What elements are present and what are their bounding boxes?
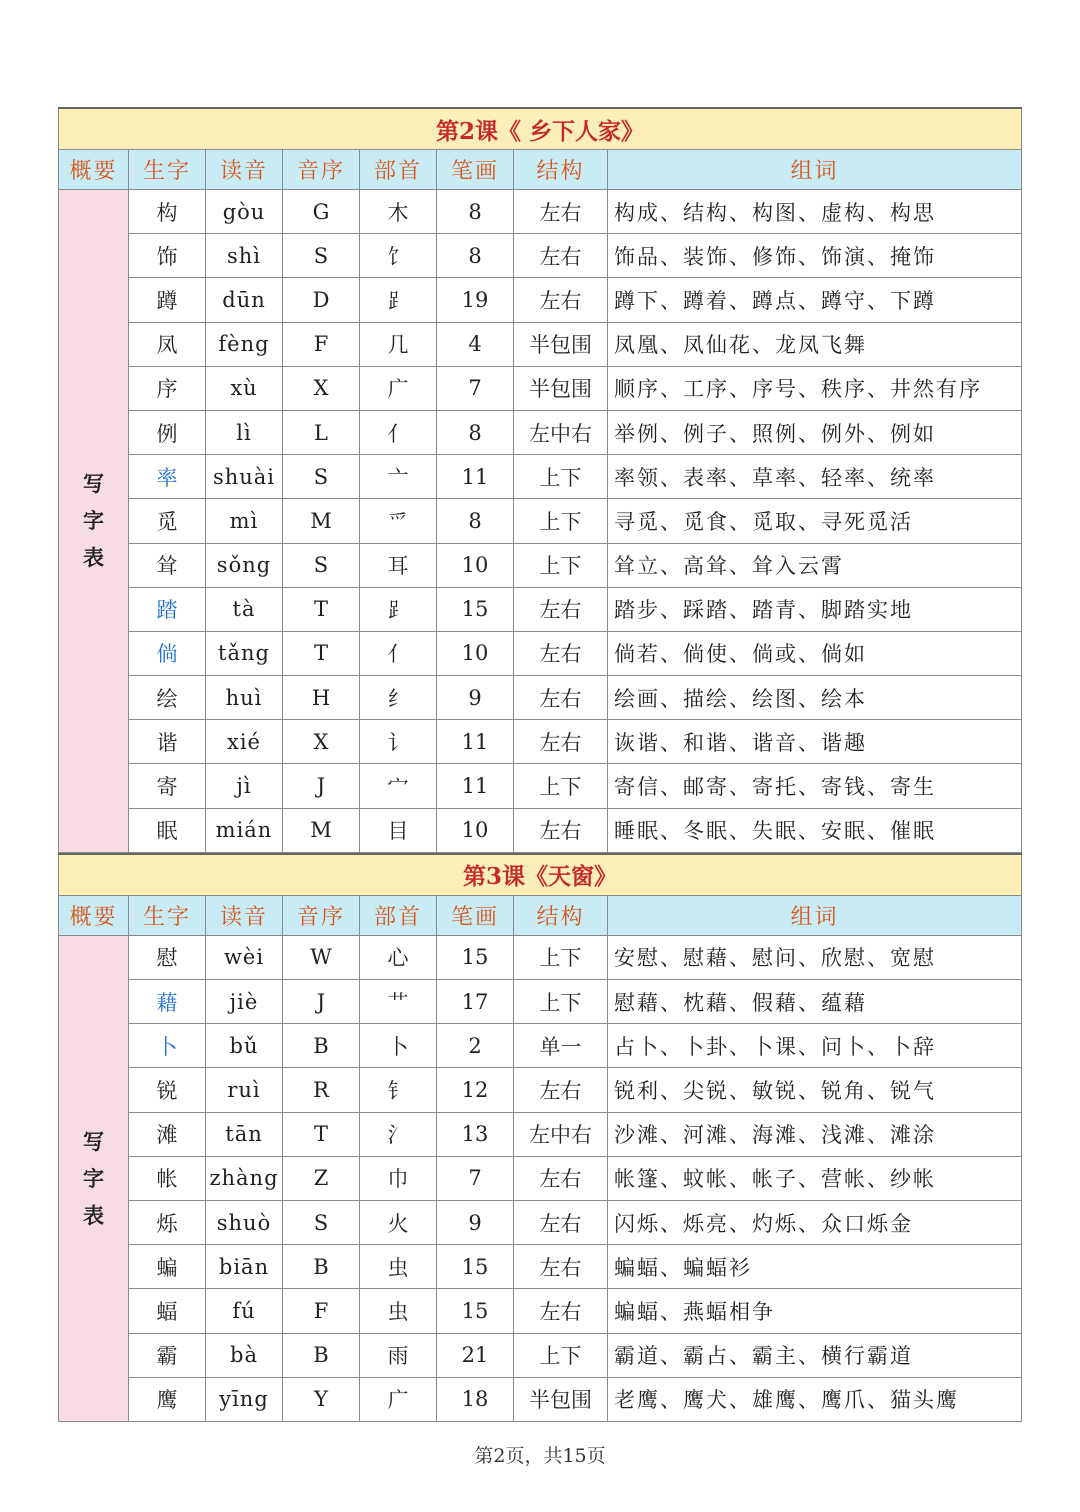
summary-label: 写 字 表 (83, 471, 104, 571)
pinyin-cell: shuò (206, 1200, 283, 1244)
structure-cell: 左右 (514, 808, 608, 852)
order-cell: X (283, 720, 360, 764)
order-cell: S (283, 543, 360, 587)
structure-cell: 半包围 (514, 366, 608, 410)
strokes-cell: 11 (437, 764, 514, 808)
table-row (59, 1200, 1022, 1244)
strokes-cell: 11 (437, 720, 514, 764)
order-cell: J (283, 764, 360, 808)
words-cell: 锐利、尖锐、敏锐、锐角、锐气 (608, 1068, 1022, 1112)
pinyin-cell: wèi (206, 935, 283, 979)
table-row (59, 322, 1022, 366)
lesson-title-row (59, 108, 1022, 150)
structure-cell: 单一 (514, 1024, 608, 1068)
radical-cell: 亻 (360, 631, 437, 675)
words-cell: 耸立、高耸、耸入云霄 (608, 543, 1022, 587)
character-cell: 蹲 (129, 278, 206, 322)
radical-cell: 心 (360, 935, 437, 979)
character-cell: 觅 (129, 499, 206, 543)
structure-cell: 上下 (514, 543, 608, 587)
character-cell: 构 (129, 190, 206, 234)
strokes-cell: 12 (437, 1068, 514, 1112)
structure-cell: 左右 (514, 190, 608, 234)
words-cell: 绘画、描绘、绘图、绘本 (608, 676, 1022, 720)
character-cell: 藉 (129, 980, 206, 1024)
column-header: 部首 (360, 150, 437, 190)
pinyin-cell: biān (206, 1245, 283, 1289)
table-row (59, 410, 1022, 454)
pinyin-cell: tǎng (206, 631, 283, 675)
table-row (59, 499, 1022, 543)
structure-cell: 上下 (514, 764, 608, 808)
strokes-cell: 15 (437, 1289, 514, 1333)
words-cell: 举例、例子、照例、例外、例如 (608, 410, 1022, 454)
structure-cell: 左右 (514, 1068, 608, 1112)
column-header: 生字 (129, 150, 206, 190)
strokes-cell: 13 (437, 1112, 514, 1156)
order-cell: X (283, 366, 360, 410)
character-cell: 饰 (129, 234, 206, 278)
table-row (59, 278, 1022, 322)
radical-cell: 雨 (360, 1333, 437, 1377)
words-cell: 凤凰、凤仙花、龙凤飞舞 (608, 322, 1022, 366)
radical-cell: 虫 (360, 1289, 437, 1333)
order-cell: M (283, 808, 360, 852)
words-cell: 霸道、霸占、霸主、横行霸道 (608, 1333, 1022, 1377)
words-cell: 睡眠、冬眠、失眠、安眠、催眠 (608, 808, 1022, 852)
structure-cell: 左中右 (514, 1112, 608, 1156)
radical-cell: 讠 (360, 720, 437, 764)
words-cell: 踏步、踩踏、踏青、脚踏实地 (608, 587, 1022, 631)
character-cell: 序 (129, 366, 206, 410)
pinyin-cell: jì (206, 764, 283, 808)
order-cell: T (283, 587, 360, 631)
words-cell: 闪烁、烁亮、灼烁、众口烁金 (608, 1200, 1022, 1244)
structure-cell: 左右 (514, 631, 608, 675)
table-row (59, 720, 1022, 764)
table-row (59, 631, 1022, 675)
strokes-cell: 21 (437, 1333, 514, 1377)
page-footer: 第2页，共15页 (474, 1445, 606, 1467)
character-cell: 烁 (129, 1200, 206, 1244)
summary-cell (59, 190, 129, 853)
pinyin-cell: mì (206, 499, 283, 543)
structure-cell: 左右 (514, 1156, 608, 1200)
strokes-cell: 15 (437, 935, 514, 979)
table-row (59, 543, 1022, 587)
column-header: 结构 (514, 150, 608, 190)
pinyin-cell: zhàng (206, 1156, 283, 1200)
column-header: 部首 (360, 895, 437, 935)
character-cell: 慰 (129, 935, 206, 979)
column-header: 读音 (206, 150, 283, 190)
table-row (59, 808, 1022, 852)
character-cell: 谐 (129, 720, 206, 764)
radical-cell: 氵 (360, 1112, 437, 1156)
order-cell: W (283, 935, 360, 979)
words-cell: 寻觅、觅食、觅取、寻死觅活 (608, 499, 1022, 543)
character-cell: 霸 (129, 1333, 206, 1377)
strokes-cell: 7 (437, 366, 514, 410)
structure-cell: 左右 (514, 587, 608, 631)
order-cell: F (283, 1289, 360, 1333)
pinyin-cell: huì (206, 676, 283, 720)
radical-cell: 钅 (360, 1068, 437, 1112)
order-cell: S (283, 234, 360, 278)
radical-cell: 纟 (360, 676, 437, 720)
table-row (59, 366, 1022, 410)
order-cell: L (283, 410, 360, 454)
structure-cell: 左右 (514, 1245, 608, 1289)
pinyin-cell: ruì (206, 1068, 283, 1112)
character-cell: 眠 (129, 808, 206, 852)
strokes-cell: 8 (437, 190, 514, 234)
radical-cell: 巾 (360, 1156, 437, 1200)
character-cell: 鹰 (129, 1377, 206, 1421)
column-header: 音序 (283, 895, 360, 935)
radical-cell: 虫 (360, 1245, 437, 1289)
character-cell: 蝙 (129, 1245, 206, 1289)
words-cell: 慰藉、枕藉、假藉、蕴藉 (608, 980, 1022, 1024)
radical-cell: 亠 (360, 455, 437, 499)
order-cell: B (283, 1245, 360, 1289)
character-cell: 寄 (129, 764, 206, 808)
structure-cell: 上下 (514, 499, 608, 543)
words-cell: 饰品、装饰、修饰、饰演、掩饰 (608, 234, 1022, 278)
strokes-cell: 8 (437, 499, 514, 543)
structure-cell: 左中右 (514, 410, 608, 454)
words-cell: 占卜、卜卦、卜课、问卜、卜辞 (608, 1024, 1022, 1068)
character-cell: 帐 (129, 1156, 206, 1200)
words-cell: 安慰、慰藉、慰问、欣慰、宽慰 (608, 935, 1022, 979)
strokes-cell: 2 (437, 1024, 514, 1068)
structure-cell: 上下 (514, 935, 608, 979)
order-cell: M (283, 499, 360, 543)
words-cell: 寄信、邮寄、寄托、寄钱、寄生 (608, 764, 1022, 808)
radical-cell: 耳 (360, 543, 437, 587)
structure-cell: 左右 (514, 676, 608, 720)
summary-label: 写 字 表 (83, 1128, 104, 1228)
words-cell: 老鹰、鹰犬、雄鹰、鹰爪、猫头鹰 (608, 1377, 1022, 1421)
structure-cell: 左右 (514, 234, 608, 278)
table-row (59, 1024, 1022, 1068)
strokes-cell: 7 (437, 1156, 514, 1200)
structure-cell: 左右 (514, 1200, 608, 1244)
radical-cell: 爫 (360, 499, 437, 543)
vocabulary-sheet (58, 107, 1021, 1422)
words-cell: 蹲下、蹲着、蹲点、蹲守、下蹲 (608, 278, 1022, 322)
radical-cell: 广 (360, 1377, 437, 1421)
order-cell: D (283, 278, 360, 322)
words-cell: 帐篷、蚊帐、帐子、营帐、纱帐 (608, 1156, 1022, 1200)
character-cell: 耸 (129, 543, 206, 587)
character-cell: 例 (129, 410, 206, 454)
strokes-cell: 11 (437, 455, 514, 499)
radical-cell: 艹 (360, 980, 437, 1024)
words-cell: 蝙蝠、蝙蝠衫 (608, 1245, 1022, 1289)
column-header-row (59, 150, 1022, 190)
structure-cell: 上下 (514, 455, 608, 499)
words-cell: 蝙蝠、燕蝠相争 (608, 1289, 1022, 1333)
table-row (59, 1112, 1022, 1156)
character-cell: 滩 (129, 1112, 206, 1156)
table-row (59, 1377, 1022, 1421)
strokes-cell: 10 (437, 543, 514, 587)
character-cell: 率 (129, 455, 206, 499)
pinyin-cell: jiè (206, 980, 283, 1024)
strokes-cell: 19 (437, 278, 514, 322)
table-row (59, 1068, 1022, 1112)
order-cell: R (283, 1068, 360, 1112)
pinyin-cell: tà (206, 587, 283, 631)
pinyin-cell: mián (206, 808, 283, 852)
order-cell: Z (283, 1156, 360, 1200)
character-cell: 倘 (129, 631, 206, 675)
summary-cell (59, 935, 129, 1421)
pinyin-cell: lì (206, 410, 283, 454)
radical-cell: 宀 (360, 764, 437, 808)
table-row (59, 980, 1022, 1024)
order-cell: J (283, 980, 360, 1024)
pinyin-cell: shì (206, 234, 283, 278)
column-header-row (59, 895, 1022, 935)
strokes-cell: 8 (437, 234, 514, 278)
column-header: 笔画 (437, 150, 514, 190)
column-header: 结构 (514, 895, 608, 935)
order-cell: S (283, 1200, 360, 1244)
structure-cell: 半包围 (514, 1377, 608, 1421)
table-row (59, 1245, 1022, 1289)
column-header: 概要 (59, 150, 129, 190)
radical-cell: 目 (360, 808, 437, 852)
words-cell: 诙谐、和谐、谐音、谐趣 (608, 720, 1022, 764)
radical-cell: ⻊ (360, 278, 437, 322)
table-row (59, 935, 1022, 979)
words-cell: 倘若、倘使、倘或、倘如 (608, 631, 1022, 675)
pinyin-cell: fú (206, 1289, 283, 1333)
strokes-cell: 4 (437, 322, 514, 366)
lesson-table-1 (58, 107, 1022, 853)
pinyin-cell: xié (206, 720, 283, 764)
strokes-cell: 15 (437, 587, 514, 631)
table-row (59, 1289, 1022, 1333)
pinyin-cell: sǒng (206, 543, 283, 587)
column-header: 组词 (608, 895, 1022, 935)
radical-cell: 火 (360, 1200, 437, 1244)
table-row (59, 764, 1022, 808)
radical-cell: 几 (360, 322, 437, 366)
strokes-cell: 18 (437, 1377, 514, 1421)
table-row (59, 234, 1022, 278)
order-cell: F (283, 322, 360, 366)
strokes-cell: 9 (437, 1200, 514, 1244)
structure-cell: 左右 (514, 720, 608, 764)
radical-cell: 卜 (360, 1024, 437, 1068)
table-row (59, 455, 1022, 499)
lesson-table-2 (58, 853, 1022, 1422)
character-cell: 蝠 (129, 1289, 206, 1333)
lesson-title-row (59, 854, 1022, 896)
pinyin-cell: dūn (206, 278, 283, 322)
order-cell: H (283, 676, 360, 720)
strokes-cell: 8 (437, 410, 514, 454)
pinyin-cell: gòu (206, 190, 283, 234)
structure-cell: 左右 (514, 1289, 608, 1333)
strokes-cell: 15 (437, 1245, 514, 1289)
radical-cell: 广 (360, 366, 437, 410)
strokes-cell: 17 (437, 980, 514, 1024)
radical-cell: 亻 (360, 410, 437, 454)
table-row (59, 676, 1022, 720)
lesson-title: 第3课《天窗》 (59, 854, 1022, 896)
structure-cell: 上下 (514, 980, 608, 1024)
pinyin-cell: bà (206, 1333, 283, 1377)
character-cell: 踏 (129, 587, 206, 631)
column-header: 读音 (206, 895, 283, 935)
character-cell: 凤 (129, 322, 206, 366)
order-cell: T (283, 1112, 360, 1156)
pinyin-cell: tān (206, 1112, 283, 1156)
strokes-cell: 9 (437, 676, 514, 720)
column-header: 音序 (283, 150, 360, 190)
words-cell: 构成、结构、构图、虚构、构思 (608, 190, 1022, 234)
order-cell: B (283, 1333, 360, 1377)
table-row (59, 587, 1022, 631)
order-cell: Y (283, 1377, 360, 1421)
pinyin-cell: fèng (206, 322, 283, 366)
column-header: 组词 (608, 150, 1022, 190)
structure-cell: 左右 (514, 278, 608, 322)
strokes-cell: 10 (437, 808, 514, 852)
lesson-title: 第2课《 乡下人家》 (59, 108, 1022, 150)
character-cell: 锐 (129, 1068, 206, 1112)
words-cell: 率领、表率、草率、轻率、统率 (608, 455, 1022, 499)
pinyin-cell: xù (206, 366, 283, 410)
pinyin-cell: shuài (206, 455, 283, 499)
radical-cell: 饣 (360, 234, 437, 278)
strokes-cell: 10 (437, 631, 514, 675)
order-cell: G (283, 190, 360, 234)
column-header: 笔画 (437, 895, 514, 935)
order-cell: S (283, 455, 360, 499)
table-row (59, 190, 1022, 234)
pinyin-cell: yīng (206, 1377, 283, 1421)
pinyin-cell: bǔ (206, 1024, 283, 1068)
table-row (59, 1156, 1022, 1200)
words-cell: 顺序、工序、序号、秩序、井然有序 (608, 366, 1022, 410)
structure-cell: 半包围 (514, 322, 608, 366)
table-row (59, 1333, 1022, 1377)
words-cell: 沙滩、河滩、海滩、浅滩、滩涂 (608, 1112, 1022, 1156)
structure-cell: 上下 (514, 1333, 608, 1377)
radical-cell: ⻊ (360, 587, 437, 631)
radical-cell: 木 (360, 190, 437, 234)
order-cell: B (283, 1024, 360, 1068)
character-cell: 卜 (129, 1024, 206, 1068)
character-cell: 绘 (129, 676, 206, 720)
order-cell: T (283, 631, 360, 675)
column-header: 概要 (59, 895, 129, 935)
column-header: 生字 (129, 895, 206, 935)
